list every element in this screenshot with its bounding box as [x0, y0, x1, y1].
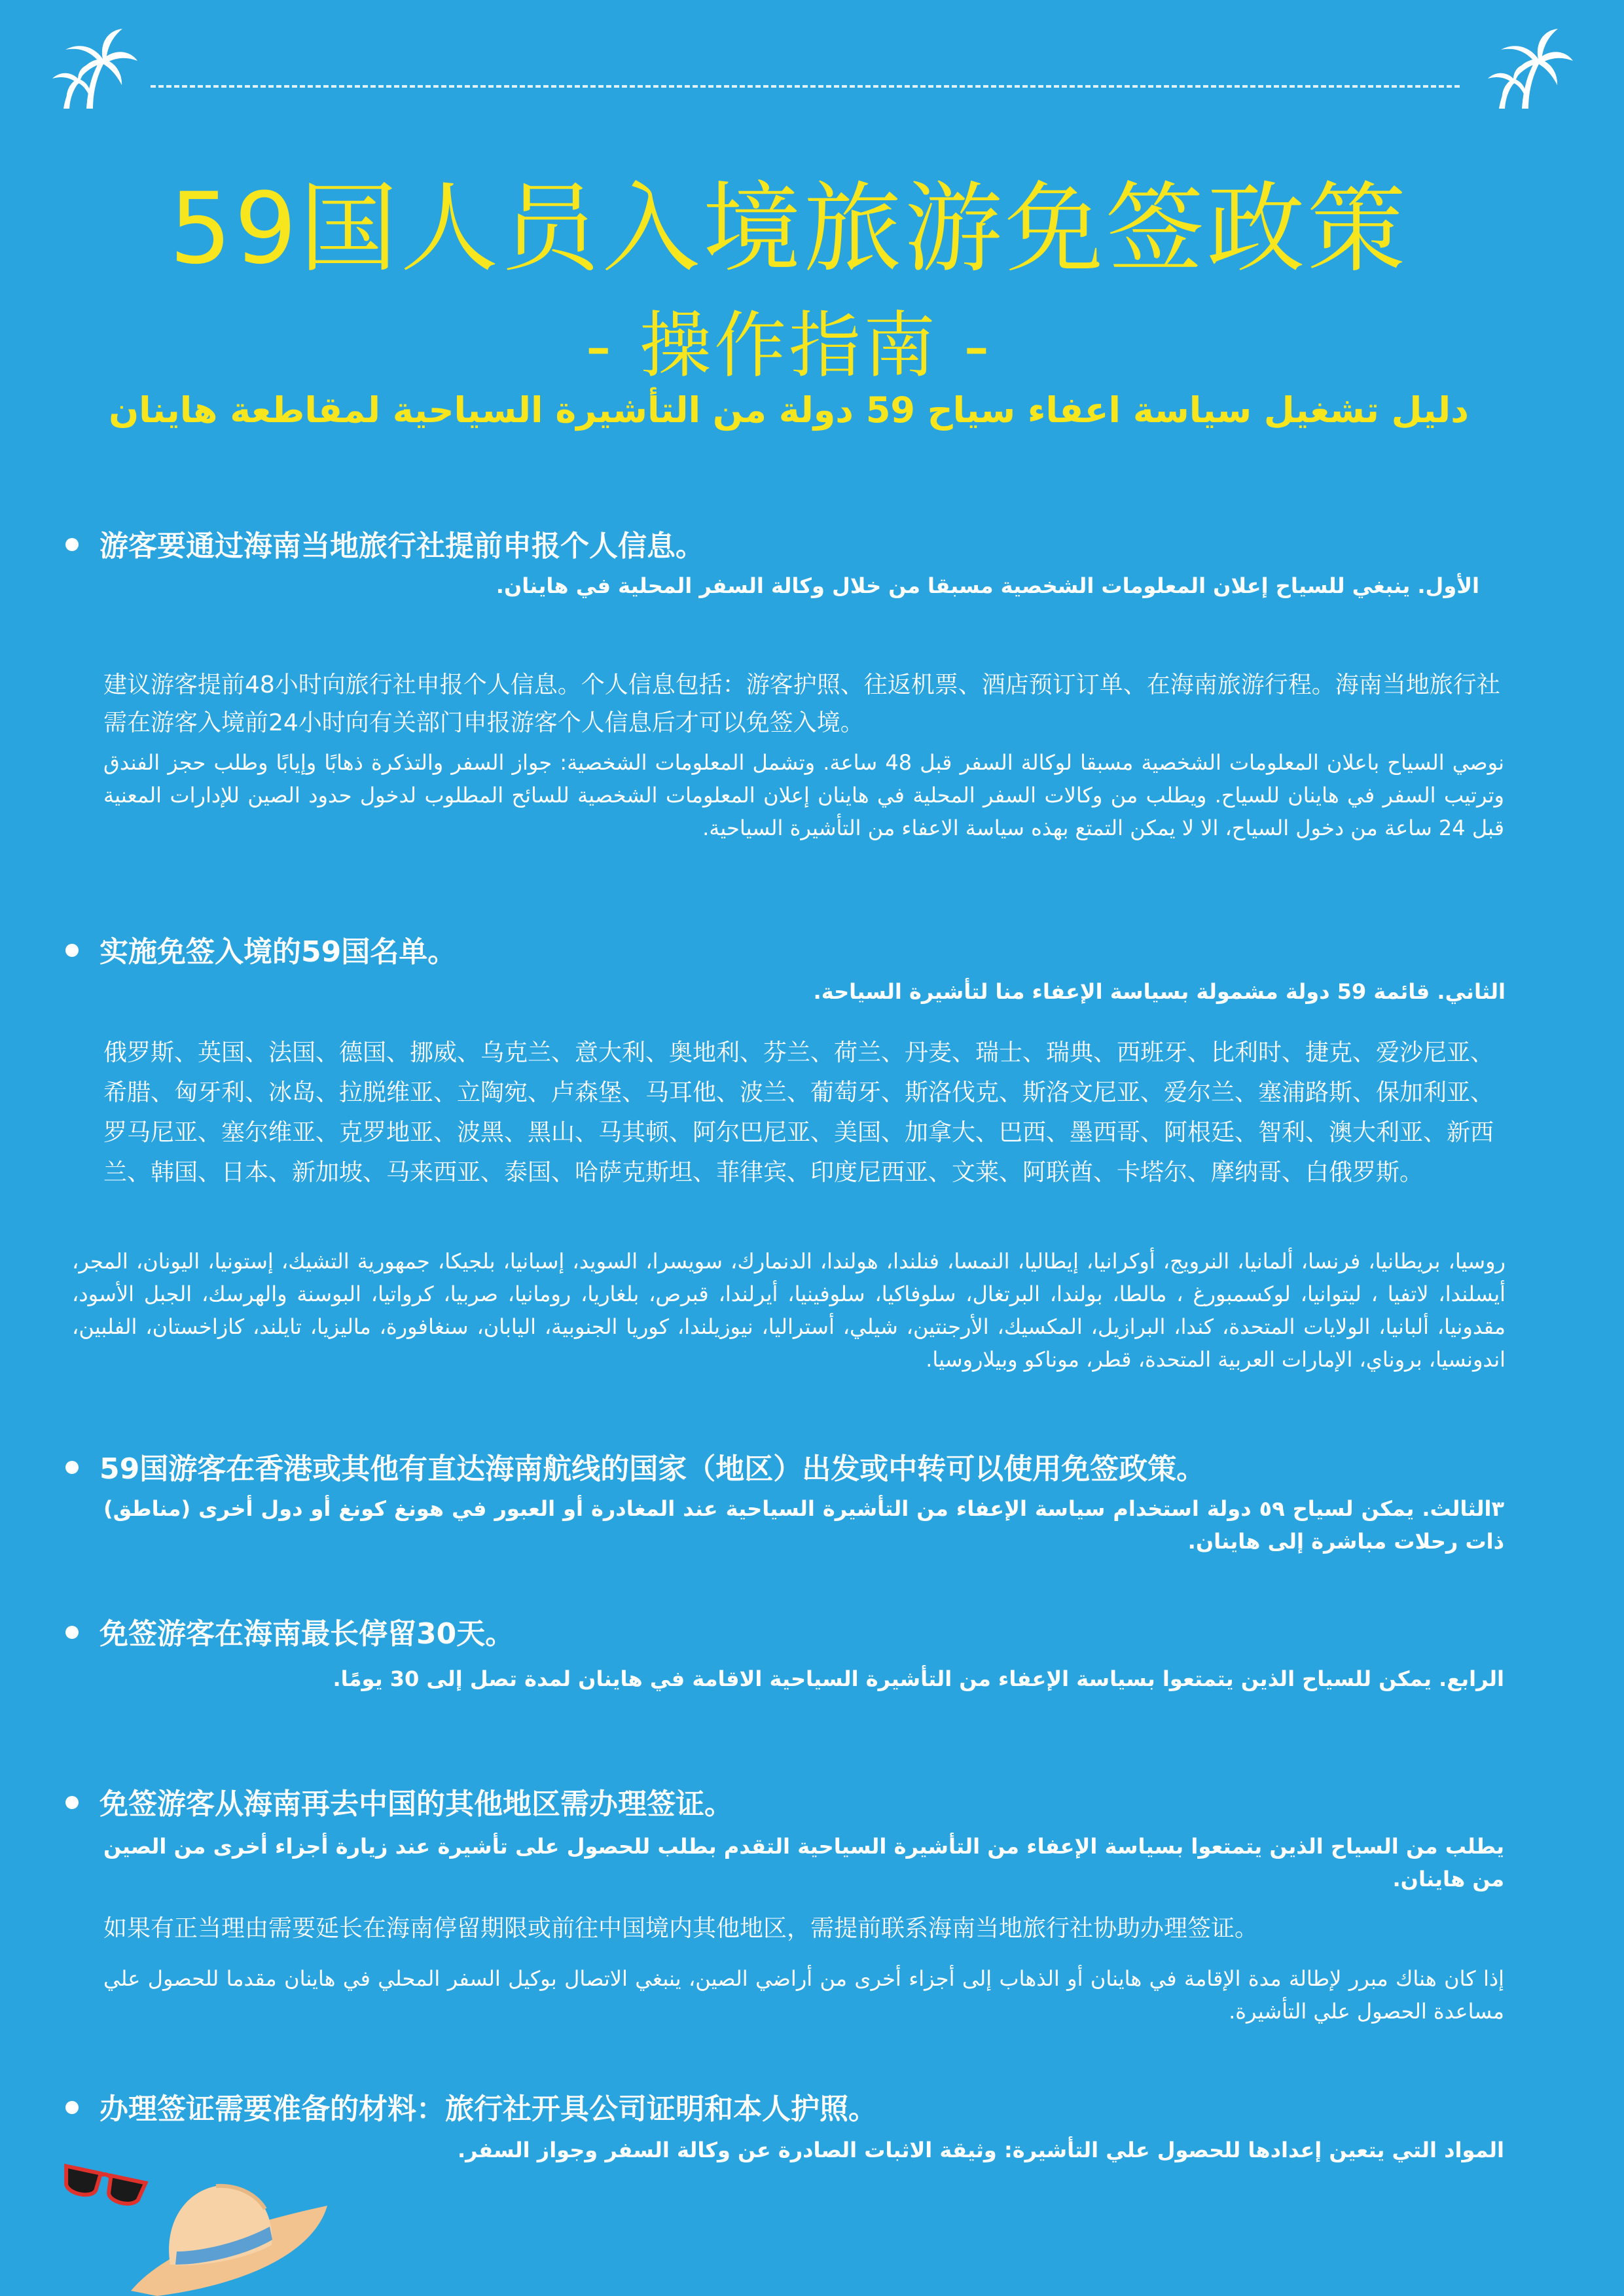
section-heading — [65, 1780, 733, 1822]
section-heading-text: 办理签证需要准备的材料：旅行社开具公司证明和本人护照。 — [99, 2092, 877, 2126]
section-chinese-body: 如果有正当理由需要延长在海南停留期限或前往中国境内其他地区，需提前联系海南当地旅行社协助办理签证。 — [103, 1915, 1259, 1942]
section-heading-text: 免签游客从海南再去中国的其他地区需办理签证。 — [99, 1787, 733, 1821]
page-title-arabic: دليل تشغيل سياسة اعفاء سياح 59 دولة من التأشيرة السياحية لمقاطعة هاينان — [109, 389, 1469, 431]
section-arabic-body: نوصي السياح باعلان المعلومات الشخصية مسبقا لوكالة السفر قبل 48 ساعة. وتشمل المعلومات الشخصية: جواز السفر والتذكرة ذهابًا وإيابًا وطلب حجز الفندق وترتيب السفر في هاينان للسياح. ويطلب من وكالات السفر المحلية في هاينان إعلان المعلومات الشخصية للسائح المطلوب لدخول حدود الصين للإدارات المعنية قبل 24 ساعة من دخول السياح، الا لا يمكن التمتع بهذه سياسة الاعفاء من التأشيرة السياحية. — [103, 750, 1505, 840]
section-heading — [65, 1610, 514, 1652]
section-heading — [65, 1445, 1205, 1487]
country-list-chinese: 俄罗斯、英国、法国、德国、挪威、乌克兰、意大利、奥地利、芬兰、荷兰、丹麦、瑞士、瑞典、西班牙、比利时、捷克、爱沙尼亚、希腊、匈牙利、冰岛、拉脱维亚、立陶宛、卢森堡、马耳他、波兰、葡萄牙、斯洛伐克、斯洛文尼亚、爱尔兰、塞浦路斯、保加利亚、罗马尼亚、塞尔维亚、克罗地亚、波黑、黑山、马其顿、阿尔巴尼亚、美国、加拿大、巴西、墨西哥、阿根廷、智利、澳大利亚、新西兰、韩国、日本、新加坡、马来西亚、泰国、哈萨克斯坦、菲律宾、印度尼西亚、文莱、阿联酋、卡塔尔、摩纳哥、白俄罗斯。 — [103, 1039, 1494, 1186]
section-heading-text: 免签游客在海南最长停留30天。 — [99, 1617, 514, 1651]
palm-tree-icon — [1476, 25, 1574, 110]
section-arabic-title: يطلب من السياح الذين يتمتعوا بسياسة الإعفاء من التأشيرة السياحية التقدم بطلب للحصول على تأشيرة عند زيارة أجزاء أخرى من الصين من هاينان. — [103, 1834, 1504, 1892]
section-arabic-title: المواد التي يتعين إعدادها للحصول علي التأشيرة: وثيقة الاثبات الصادرة عن وكالة السفر وجواز السفر. — [457, 2138, 1504, 2162]
section-arabic-body: إذا كان هناك مبرر لإطالة مدة الإقامة في هاينان أو الذهاب إلى أجزاء أخرى من أراضي الصين، ينبغي الاتصال بوكيل السفر المحلي في هاينان مقدما للحصول علي مساعدة الحصول علي التأشيرة. — [103, 1966, 1504, 2024]
section-arabic-title: الرابع. يمكن للسياح الذين يتمتعوا بسياسة الإعفاء من التأشيرة السياحية الاقامة في هاينان لمدة تصل إلى 30 يومًا. — [333, 1666, 1504, 1691]
section-heading-text: 59国游客在香港或其他有直达海南航线的国家（地区）出发或中转可以使用免签政策。 — [99, 1452, 1206, 1486]
section-heading — [65, 2085, 877, 2127]
section-arabic-title: الثاني. قائمة 59 دولة مشمولة بسياسة الإعفاء منا لتأشيرة السياحة. — [813, 979, 1506, 1004]
section-heading-text: 实施免签入境的59国名单。 — [99, 935, 457, 969]
bullet-icon — [65, 538, 79, 551]
section-arabic-title: الأول. ينبغي للسياح إعلان المعلومات الشخصية مسبقا من خلال وكالة السفر المحلية في هاينان. — [496, 573, 1479, 598]
bullet-icon — [65, 2101, 79, 2114]
section-heading — [65, 928, 456, 970]
sun-hat-icon — [118, 2153, 334, 2296]
palm-tree-icon — [41, 25, 139, 110]
section-chinese-body: 建议游客提前48小时向旅行社申报个人信息。个人信息包括：游客护照、往返机票、酒店预订订单、在海南旅游行程。海南当地旅行社需在游客入境前24小时向有关部门申报游客个人信息后才可以免签入境。 — [103, 672, 1500, 736]
page-subtitle: - 操作指南 - — [585, 304, 992, 387]
page-title: 59国人员入境旅游免签政策 — [169, 172, 1409, 286]
section-heading-text: 游客要通过海南当地旅行社提前申报个人信息。 — [99, 529, 704, 563]
bullet-icon — [65, 1461, 79, 1474]
header-dashed-divider — [151, 85, 1460, 88]
section-arabic-title: ٣الثالث. يمكن لسياح ٥٩ دولة استخدام سياسة الإعفاء من التأشيرة السياحية عند المغادرة أو العبور في هونغ كونغ أو دول أخرى (مناطق) ذات رحلات مباشرة إلى هاينان. — [103, 1496, 1505, 1554]
bullet-icon — [65, 944, 79, 957]
bullet-icon — [65, 1796, 79, 1809]
country-list-arabic: روسيا، بريطانيا، فرنسا، ألمانيا، النرويج، أوكرانيا، إيطاليا، النمسا، فنلندا، هولندا، الدنمارك، سويسرا، السويد، إسبانيا، بلجيكا، جمهورية التشيك، إستونيا، اليونان، المجر، أيسلندا، لاتفيا ، ليتوانيا، لوكسمبورغ ، مالطا، بولندا، البرتغال، سلوفاكيا، سلوفينيا، أيرلندا، قبرص، بلغاريا، رومانيا، صربيا، كرواتيا، البوسنة والهرسك، الجبل الأسود، مقدونيا، ألبانيا، الولايات المتحدة، كندا، البرازيل، المكسيك، الأرجنتين، شيلي، أستراليا، نيوزيلندا، كوريا الجنوبية، اليابان، سنغافورة، ماليزيا، تايلند، كازاخستان، الفلبين، اندونسيا، بروناي، الإمارات العربية المتحدة، قطر، موناكو وبيلاروسيا. — [72, 1249, 1506, 1372]
bullet-icon — [65, 1626, 79, 1639]
section-heading — [65, 522, 704, 564]
